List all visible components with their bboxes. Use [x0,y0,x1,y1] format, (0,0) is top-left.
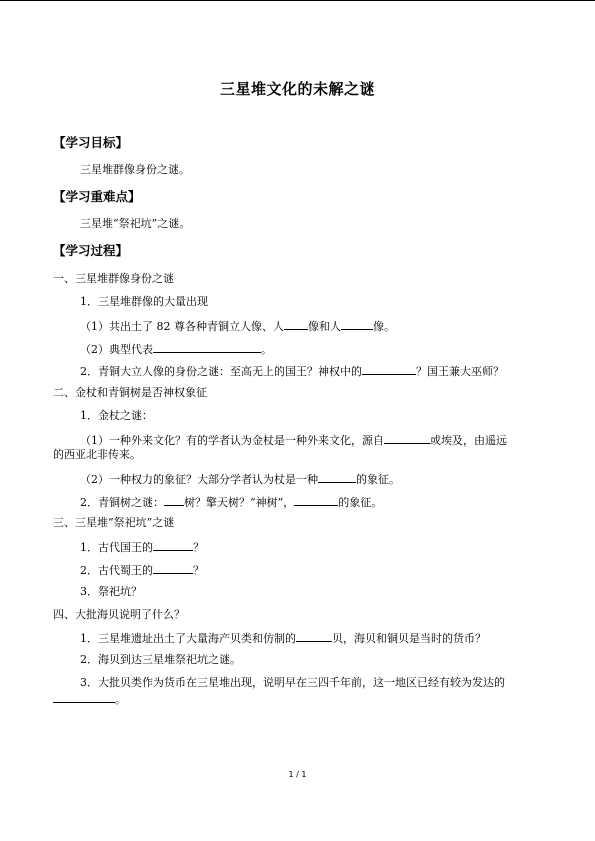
part-two-heading: 二、金杖和青铜树是否神权象征 [53,386,207,399]
line-text: 贝，海贝和铜贝是当时的货币？ [332,632,486,645]
fill-line-power-symbol [80,471,400,487]
section-heading-process: 【学习过程】 [53,243,129,258]
goal-text: 三星堆群像身份之谜。 [80,163,190,176]
fill-blank [284,318,308,330]
list-item: 3．祭祀坑？ [80,585,142,598]
line-text: 2．青铜树之谜： [80,496,164,509]
line-text: 1．古代国王的 [80,541,153,554]
fill-line-bronze-figures [80,318,395,334]
part-four-heading: 四、大批海贝说明了什么？ [53,608,185,621]
list-item: 3．大批贝类作为货币在三星堆出现，说明早在三四千年前，这一地区已经有较为发达的 [80,676,505,689]
section-heading-focus: 【学习重难点】 [53,189,141,204]
line-text: 像和人 [308,320,341,333]
fill-blank [341,318,373,330]
line-text: （2）典型代表 [80,343,153,356]
section-heading-goal: 【学习目标】 [53,135,129,150]
line-text: 像。 [373,320,395,333]
fill-blank [362,363,416,375]
line-text: 1．三星堆遗址出土了大量海产贝类和仿制的 [80,632,296,645]
line-text: （1）共出土了 82 尊各种青铜立人像、人 [80,320,284,333]
line-text: （2）一种权力的象征？大部分学者认为杖是一种 [80,473,318,486]
list-item: 1．三星堆群像的大量出现 [80,295,208,308]
list-item: 2．海贝到达三星堆祭祀坑之谜。 [80,653,241,666]
line-text: 或埃及，由遥远 [430,434,507,447]
fill-line-typical [80,341,272,357]
line-text: 2．古代蜀王的 [80,564,153,577]
fill-blank [153,562,193,574]
continuation-line: 的西亚北非传来。 [53,448,141,461]
line-text: ？ [193,541,204,554]
fill-line-developed-region [53,691,126,707]
line-text: 。 [261,343,272,356]
fill-blank [164,494,184,506]
line-text: 的象征。 [338,496,383,509]
page-title: 三星堆文化的未解之谜 [219,80,375,98]
fill-blank [53,691,115,703]
fill-line-statue-identity [80,363,504,379]
fill-line-bronze-tree [80,494,382,510]
fill-line-shell-currency [80,630,486,646]
focus-text: 三星堆“祭祀坑”之谜。 [80,217,191,230]
fill-blank [294,494,338,506]
page-number: 1 / 1 [288,770,307,779]
part-one-heading: 一、三星堆群像身份之谜 [53,272,174,285]
fill-line-ancient-king [80,539,204,555]
fill-blank [296,630,332,642]
line-text: ？ [193,564,204,577]
list-item: 1．金杖之谜： [80,409,153,422]
fill-line-shu-king [80,562,204,578]
line-text: （1）一种外来文化？有的学者认为金杖是一种外来文化，源自 [80,434,384,447]
part-three-heading: 三、三星堆“祭祀坑”之谜 [53,516,175,529]
line-text: 2．青铜大立人像的身份之谜：至高无上的国王？神权中的 [80,365,362,378]
fill-blank [153,341,261,353]
line-text: 。 [115,693,126,706]
fill-line-foreign-culture [80,432,507,448]
line-text: ？国王兼大巫师？ [416,365,504,378]
line-text: 树？擎天树？“神树”， [184,496,295,509]
line-text: 的象征。 [356,473,400,486]
fill-blank [318,471,356,483]
fill-blank [153,539,193,551]
fill-blank [384,432,430,444]
